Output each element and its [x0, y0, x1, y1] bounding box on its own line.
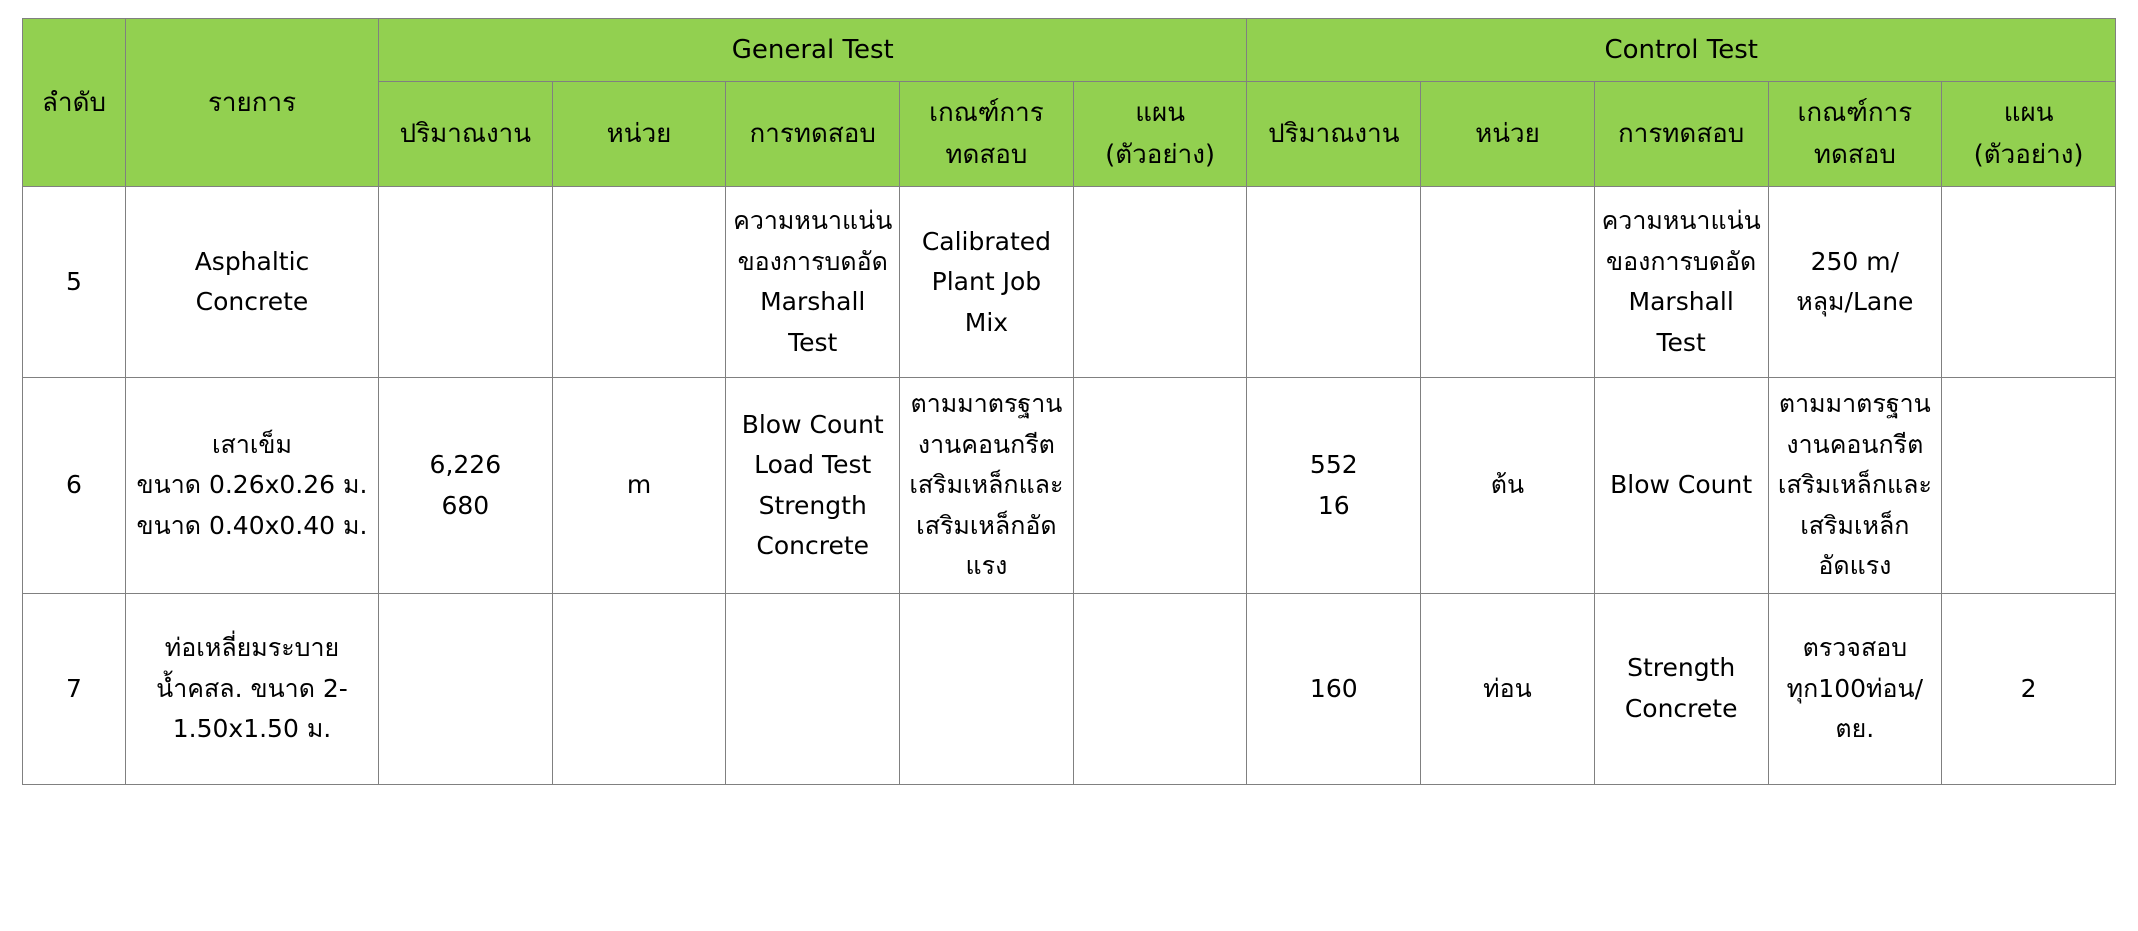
cell-control-quantity-line: 552	[1309, 450, 1358, 480]
table-header	[23, 19, 2116, 187]
cell-item	[126, 378, 379, 594]
cell-general-criteria-line: Plant Job	[931, 267, 1042, 297]
cell-control-criteria-line: ตรวจสอบทุก100ท่อน/ตย.	[1786, 633, 1924, 744]
cell-general-unit-line: m	[626, 470, 652, 500]
cell-general-criteria-line: Calibrated	[921, 226, 1051, 256]
cell-general-criteria-line: ตามมาตรฐาน	[910, 389, 1063, 419]
column-header-item: รายการ	[126, 19, 379, 187]
cell-general-test-line: ของการบดอัด	[737, 246, 888, 276]
cell-item-line: 1.50x1.50 ม.	[172, 714, 332, 744]
cell-control-test-line: Marshall Test	[1628, 287, 1734, 357]
cell-control-criteria-line: เสริมเหล็กและเสริมเหล็ก	[1777, 470, 1932, 540]
plan-label-line2: (ตัวอย่าง)	[1105, 140, 1216, 171]
cell-item-line: เสาเข็ม	[212, 429, 292, 459]
cell-control-test-line: ความหนาแน่น	[1601, 206, 1761, 236]
cell-control-plan	[1942, 378, 2116, 594]
cell-control-test-line: ของการบดอัด	[1606, 246, 1757, 276]
cell-general-test-line: Blow Count	[741, 409, 884, 439]
cell-general-criteria-line: งานคอนกรีต	[917, 429, 1055, 459]
cell-general-quantity	[379, 593, 553, 784]
cell-control-criteria-line: อัดแรง	[1818, 551, 1892, 581]
cell-general-quantity-line: 6,226	[429, 450, 502, 480]
cell-control-test	[1594, 593, 1768, 784]
plan-label-line1: แผน	[1135, 98, 1185, 129]
table-row	[23, 593, 2116, 784]
cell-control-criteria-line: ตามมาตรฐานงานคอนกรีต	[1778, 389, 1931, 459]
cell-control-quantity	[1247, 187, 1421, 378]
cell-control-quantity-line: 16	[1317, 490, 1350, 520]
cell-item-line: Concrete	[195, 287, 309, 317]
cell-general-criteria	[900, 378, 1074, 594]
cell-general-test-line: Concrete	[756, 531, 870, 561]
cell-general-criteria-line: แรง	[965, 551, 1008, 581]
cell-control-quantity	[1247, 378, 1421, 594]
cell-item-line: ท่อเหลี่ยมระบาย	[164, 633, 340, 663]
cell-control-unit	[1421, 593, 1595, 784]
cell-control-test	[1594, 187, 1768, 378]
column-header-control-test-method: การทดสอบ	[1594, 82, 1768, 187]
cell-item	[126, 187, 379, 378]
cell-general-test-line: ความหนาแน่น	[733, 206, 893, 236]
column-header-control-criteria: เกณฑ์การทดสอบ	[1768, 82, 1942, 187]
cell-control-criteria	[1768, 593, 1942, 784]
cell-general-test-line: Load Test	[754, 450, 872, 480]
column-header-general-plan	[1073, 82, 1247, 187]
cell-general-criteria-line: เสริมเหล็กและ	[909, 470, 1064, 500]
cell-general-criteria	[900, 187, 1074, 378]
test-plan-table	[22, 18, 2116, 785]
cell-general-test-line: Strength	[758, 490, 867, 520]
column-header-general-unit: หน่วย	[552, 82, 726, 187]
cell-general-test	[726, 378, 900, 594]
column-header-seq: ลำดับ	[23, 19, 126, 187]
cell-item-line: ขนาด 0.40x0.40 ม.	[136, 510, 368, 540]
cell-seq: 7	[23, 593, 126, 784]
cell-control-unit	[1421, 378, 1595, 594]
control-plan-label-line1: แผน	[2003, 98, 2054, 129]
column-header-general-quantity: ปริมาณงาน	[379, 82, 553, 187]
table-row	[23, 187, 2116, 378]
cell-general-criteria	[900, 593, 1074, 784]
cell-control-plan	[1942, 593, 2116, 784]
cell-general-test-line: Marshall Test	[760, 287, 866, 357]
cell-general-quantity	[379, 187, 553, 378]
cell-general-test	[726, 187, 900, 378]
cell-control-test-line: Blow Count	[1610, 470, 1753, 500]
cell-general-test	[726, 593, 900, 784]
table-body	[23, 187, 2116, 785]
cell-control-criteria	[1768, 378, 1942, 594]
cell-control-plan	[1942, 187, 2116, 378]
table-row	[23, 378, 2116, 594]
cell-general-plan	[1073, 593, 1247, 784]
cell-general-criteria-line: Mix	[964, 307, 1009, 337]
group-header-general-test: General Test	[379, 19, 1247, 82]
cell-control-test	[1594, 378, 1768, 594]
cell-control-criteria	[1768, 187, 1942, 378]
cell-item	[126, 593, 379, 784]
column-header-control-plan	[1942, 82, 2116, 187]
cell-control-test-line: Concrete	[1624, 693, 1738, 723]
cell-control-unit	[1421, 187, 1595, 378]
cell-control-unit-line: ท่อน	[1483, 673, 1532, 703]
column-header-control-unit: หน่วย	[1421, 82, 1595, 187]
cell-general-unit	[552, 378, 726, 594]
column-header-general-test-method: การทดสอบ	[726, 82, 900, 187]
cell-general-plan	[1073, 187, 1247, 378]
cell-general-unit	[552, 593, 726, 784]
group-header-control-test: Control Test	[1247, 19, 2116, 82]
cell-seq: 6	[23, 378, 126, 594]
cell-general-criteria-line: เสริมเหล็กอัด	[916, 510, 1057, 540]
cell-general-unit	[552, 187, 726, 378]
cell-control-unit-line: ต้น	[1490, 470, 1525, 500]
cell-seq: 5	[23, 187, 126, 378]
cell-control-plan-line: 2	[2020, 673, 2037, 703]
cell-general-quantity	[379, 378, 553, 594]
criteria-label-line1: เกณฑ์การทดสอบ	[929, 98, 1044, 171]
cell-control-quantity	[1247, 593, 1421, 784]
cell-control-criteria-line: 250 m/หลุม/Lane	[1796, 246, 1914, 317]
control-plan-label-line2: (ตัวอย่าง)	[1973, 140, 2084, 171]
column-header-control-quantity: ปริมาณงาน	[1247, 82, 1421, 187]
cell-item-line: น้ำคสล. ขนาด 2-	[156, 673, 348, 703]
cell-item-line: Asphaltic	[194, 246, 310, 276]
column-header-general-criteria	[900, 82, 1074, 187]
cell-control-quantity-line: 160	[1309, 673, 1358, 703]
table-header-row-groups	[23, 19, 2116, 82]
cell-control-test-line: Strength	[1627, 653, 1736, 683]
cell-general-quantity-line: 680	[441, 490, 490, 520]
cell-general-plan	[1073, 378, 1247, 594]
cell-item-line: ขนาด 0.26x0.26 ม.	[136, 470, 368, 500]
